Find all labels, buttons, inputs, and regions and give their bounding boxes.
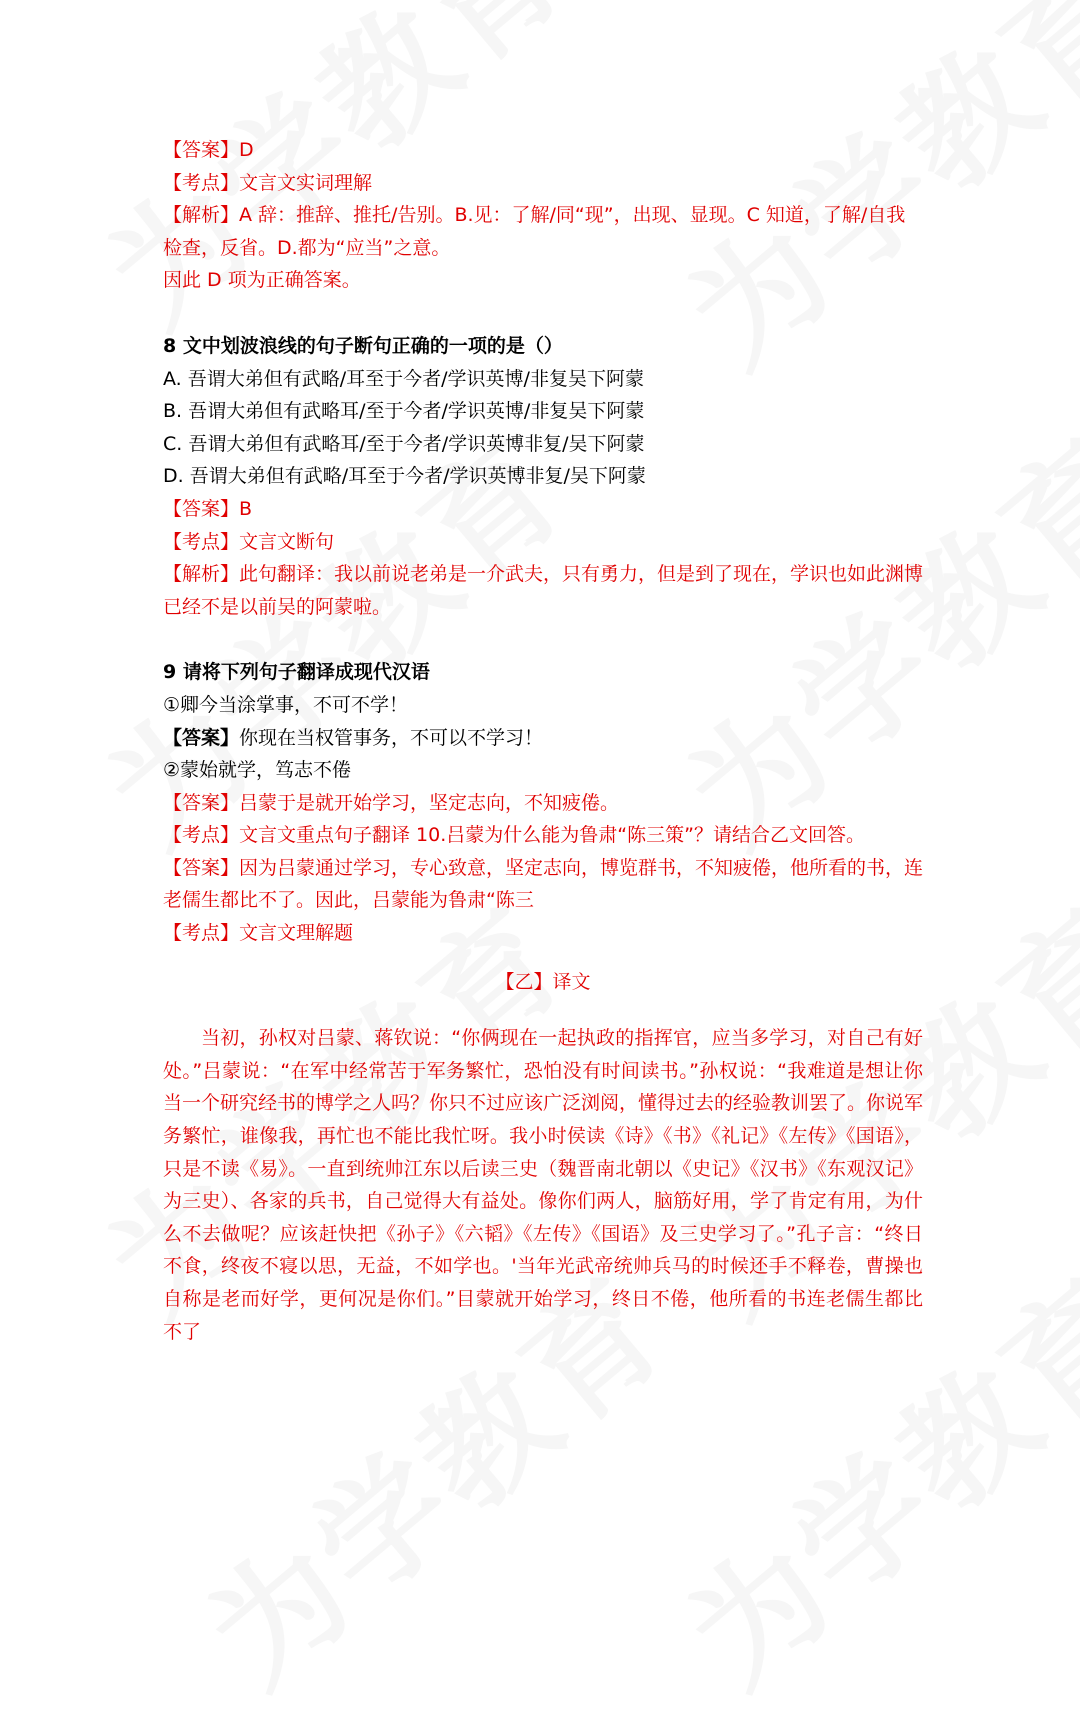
q10-answer-line-2: 老儒生都比不了。因此，吕蒙能为鲁肃“陈三	[163, 889, 534, 912]
q8-option-d: D. 吾谓大弟但有武略/耳至于今者/学识英博非复/吴下阿蒙	[163, 465, 646, 488]
answer-label: 【答案】	[163, 726, 240, 749]
q7-analysis-line-1: 【解析】A 辞：推辞、推托/告别。B.见：了解/同“现”，出现、显现。C 知道，了解/自我	[163, 204, 906, 227]
answer-text: 你现在当权管事务，不可以不学习！	[239, 726, 544, 749]
q8-option-c: C. 吾谓大弟但有武略耳/至于今者/学识英博非复/吴下阿蒙	[163, 432, 645, 455]
q8-point: 【考点】文言文断句	[163, 530, 335, 553]
q7-answer: 【答案】D	[163, 139, 254, 161]
document-body	[163, 134, 923, 1348]
q8-analysis-line-2: 已经不是以前吴的阿蒙啦。	[163, 595, 392, 618]
q7-analysis-line-2: 检查，反省。D.都为“应当”之意。	[163, 236, 451, 259]
q7-conclusion: 因此 D 项为正确答案。	[163, 269, 361, 292]
q8-option-b: B. 吾谓大弟但有武略耳/至于今者/学识英博/非复吴下阿蒙	[163, 400, 645, 423]
q9-item-2: ②蒙始就学，笃志不倦	[163, 759, 352, 782]
translation-title: 【乙】译文	[495, 970, 591, 993]
q7-point: 【考点】文言文实词理解	[163, 171, 373, 194]
q10-point: 【考点】文言文理解题	[163, 922, 354, 945]
q9-item-1: ①卿今当涂掌事，不可不学！	[163, 693, 409, 716]
q9-point-and-q10: 【考点】文言文重点句子翻译 10.吕蒙为什么能为鲁肃“陈三策”？请结合乙文回答。	[163, 824, 865, 847]
q8-answer: 【答案】B	[163, 497, 253, 520]
q9-question: 9 请将下列句子翻译成现代汉语	[163, 661, 430, 684]
q10-answer-line-1: 【答案】因为吕蒙通过学习，专心致意，坚定志向，博览群书，不知疲倦，他所看的书，连	[163, 856, 924, 879]
q8-option-a: A. 吾谓大弟但有武略/耳至于今者/学识英博/非复吴下阿蒙	[163, 367, 644, 390]
q9-item-1-answer	[163, 722, 923, 755]
q8-question: 8 文中划波浪线的句子断句正确的一项的是（）	[163, 334, 563, 357]
q9-item-2-answer: 【答案】吕蒙于是就开始学习，坚定志向，不知疲倦。	[163, 791, 620, 814]
translation-paragraph: 当初，孙权对吕蒙、蒋钦说：“你俩现在一起执政的指挥官，应当多学习，对自己有好处。”吕蒙说：“在军中经常苦于军务繁忙，恐怕没有时间读书。”孙权说：“我难道是想让你当一个研究经书的博学之人吗？你只不过应该广泛浏阅，懂得过去的经验教训罢了。你说军务繁忙，谁像我，再忙也不能比我忙呀。我小时侯读《诗》《书》《礼记》《左传》《国语》，只是不读《易》。一直到统帅江东以后读三史（魏晋南北朝以《史记》《汉书》《东观汉记》为三史）、各家的兵书，自己觉得大有益处。像你们两人，脑筋好用，学了肯定有用，为什么不去做呢？应该赶快把《孙子》《六韬》《左传》《国语》及三史学习了。”孔子言：“终日不食，终夜不寝以思，无益，不如学也。'当年光武帝统帅兵马的时候还手不释卷，曹操也自称是老而好学，更何况是你们。”目蒙就开始学习，终日不倦，他所看的书连老儒生都比不了	[163, 1027, 924, 1343]
q8-analysis-line-1: 【解析】此句翻译：我以前说老弟是一介武夫，只有勇力，但是到了现在，学识也如此渊博	[163, 563, 924, 586]
